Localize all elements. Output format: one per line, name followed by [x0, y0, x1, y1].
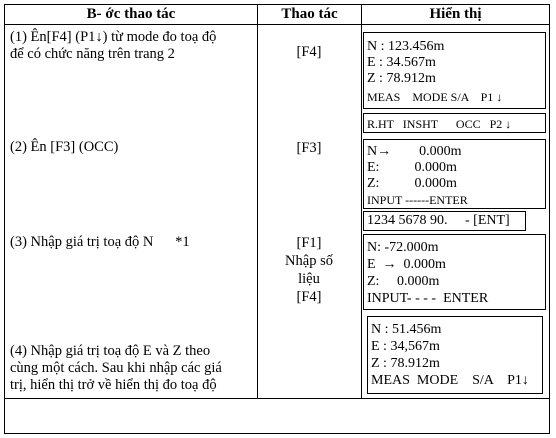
header-step: B- ớc thao tác [86, 6, 176, 22]
step-1-line-2: để có chức năng trên trang 2 [10, 46, 175, 62]
step-3-operation [259, 234, 359, 306]
step-4-line-2: cùng một cách. Sau khi nhập các giá [10, 360, 222, 376]
header-operation: Thao tác [281, 6, 338, 22]
display-line: Z: 0.000m [367, 274, 440, 289]
display-line: N: -72.000m [367, 240, 439, 255]
display-line: Z : 78.912m [367, 71, 436, 86]
step-4-line-3: trị, hiển thị trở về hiển thị đo toạ độ [10, 377, 217, 393]
step-1-display-page2: R.HT INSHT OCC P2 ↓ [363, 113, 546, 133]
display-line: E: 0.000m [367, 160, 457, 175]
step-1-operation: [F4] [296, 44, 322, 60]
header-divider [5, 24, 549, 25]
op-line: [F1] [296, 235, 322, 251]
softkey-line: INPUT ------ENTER [367, 193, 468, 207]
step-3-display [363, 234, 546, 310]
step-1-display [363, 32, 546, 109]
display-line: N : 51.456m [371, 322, 442, 337]
step-3-text: (3) Nhập giá trị toạ độ N *1 [10, 234, 190, 250]
display-line: E : 34.567m [367, 55, 436, 70]
display-line: E → 0.000m [367, 257, 446, 272]
display-line: N : 123.456m [367, 39, 445, 54]
step-2-text: (2) Ên [F3] (OCC) [10, 139, 119, 155]
table-bottom-divider [5, 398, 549, 399]
step-1-line-1: (1) Ên[F4] (P1↓) từ mode đo toạ độ [10, 29, 217, 45]
column-divider-2 [361, 5, 362, 398]
display-line: Z : 78.912m [371, 356, 440, 371]
op-line: liệu [298, 271, 320, 287]
step-4-line-1: (4) Nhập giá trị toạ độ E và Z theo [10, 343, 211, 359]
header-display: Hiển thị [429, 6, 482, 22]
softkey-line: INPUT- - - - ENTER [367, 291, 489, 306]
display-line: N→ 0.000m [367, 144, 462, 159]
step-1-text [10, 29, 216, 63]
column-divider-1 [257, 5, 258, 398]
procedure-table [4, 4, 550, 434]
step-2-operation: [F3] [296, 140, 322, 156]
softkey-line: MEAS MODE S/A P1 ↓ [367, 90, 503, 104]
display-line: Z: 0.000m [367, 176, 457, 191]
step-4-display [367, 316, 543, 394]
softkey-line: MEAS MODE S/A P1↓ [371, 373, 529, 388]
display-line: E : 34,567m [371, 339, 440, 354]
numeric-input-bar: 1234 5678 90. - [ENT] [363, 211, 526, 231]
op-line: [F4] [296, 289, 322, 305]
step-4-text [10, 343, 222, 394]
step-2-display [363, 139, 546, 209]
op-line: Nhập số [285, 253, 333, 269]
